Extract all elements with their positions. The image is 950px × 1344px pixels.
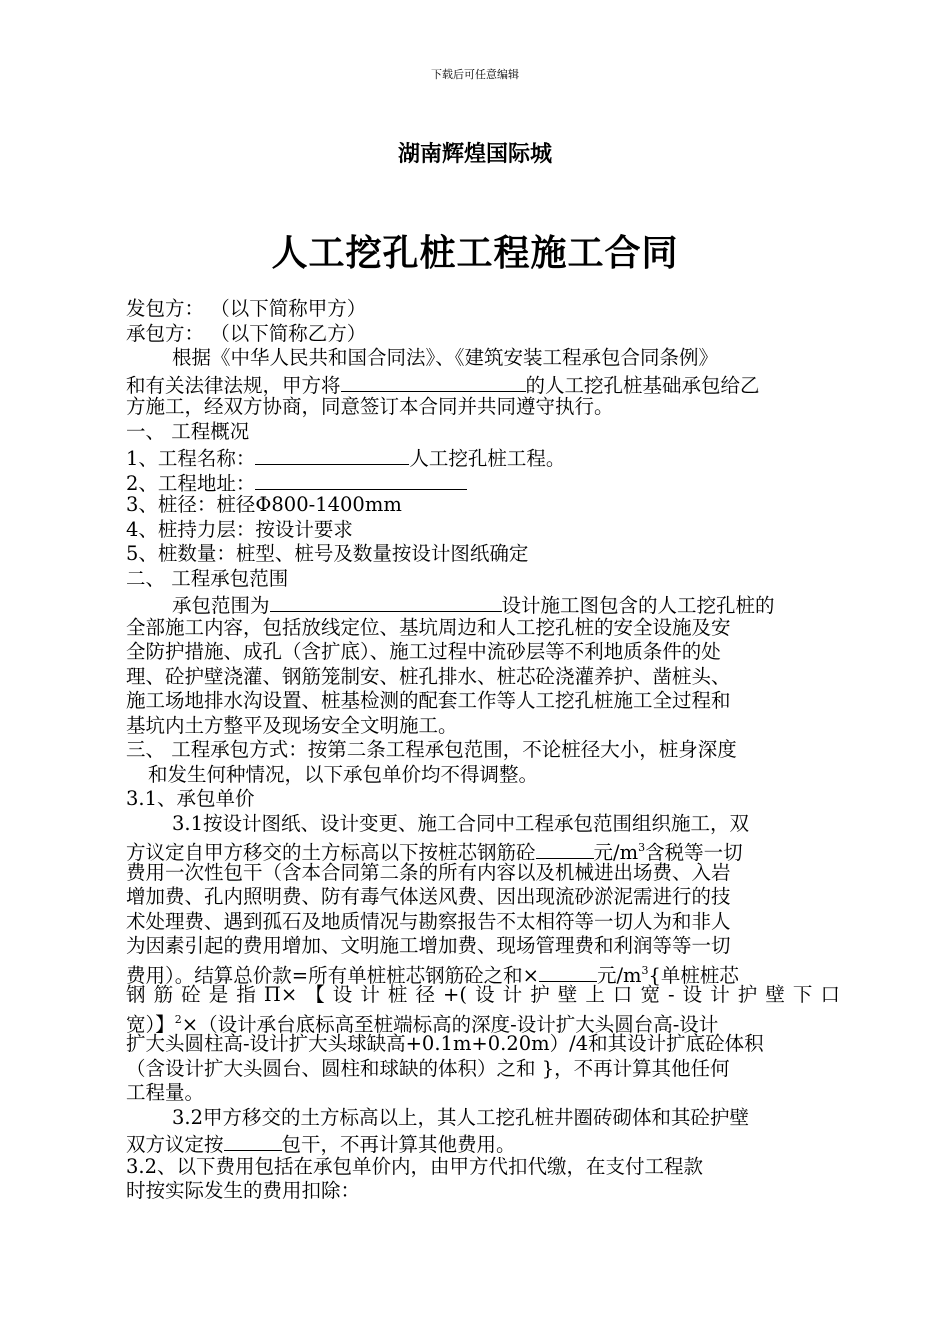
clause-text: 宽）】: [126, 1012, 175, 1036]
superscript-3: 3: [638, 841, 646, 854]
clause-3-1-line-7: [126, 959, 840, 987]
scope-text: 承包范围为: [172, 594, 270, 617]
scope-line-1: [126, 591, 840, 616]
document-subtitle: 湖南辉煌国际城: [397, 142, 552, 167]
contract-body: [126, 297, 840, 1204]
unit-price-blank: [539, 961, 597, 982]
item-text: 人工挖孔桩工程。: [409, 447, 566, 470]
item-3: 3、桩径：桩径Φ800-1400mm: [126, 493, 402, 516]
clause-text: 双方议定按: [126, 1133, 224, 1156]
scope-text: 设计施工图包含的人工挖孔桩的: [501, 594, 775, 617]
superscript-2: 2: [174, 1012, 182, 1026]
superscript-3: 3: [641, 963, 649, 977]
project-blank: [341, 371, 526, 392]
clause-3-2-line-1: 3.2甲方移交的土方标高以上，其人工挖孔桩井圈砖砌体和其砼护壁: [172, 1105, 750, 1129]
clause-text: 方议定自甲方移交的土方标高以下按桩芯钢筋砼: [126, 841, 536, 864]
scope-line-3: 全防护措施、成孔（含扩底）、施工过程中流砂层等不利地质条件的处: [126, 640, 721, 663]
clause-3-1-line-6: 为因素引起的费用增加、文明施工增加费、现场管理费和利润等等一切: [126, 934, 731, 957]
intro-line-1: 根据《中华人民共和国合同法》、《建筑安装工程承包合同条例》: [172, 346, 719, 369]
party-a-line: 发包方： （以下简称甲方）: [126, 297, 367, 320]
scope-line-2: 全部施工内容，包括放线定位、基坑周边和人工挖孔桩的安全设施及安: [126, 615, 731, 639]
scope-blank: [270, 591, 502, 612]
clause-3-1-line-3: 费用一次性包干（含本合同第二条的所有内容以及机械进出场费、入岩: [126, 860, 731, 884]
clause-3-1-line-12: 工程量。: [126, 1081, 205, 1104]
clause-3-1-line-9: [126, 1008, 840, 1036]
unit-text: 元/m: [596, 963, 642, 987]
clause-text: 含税等一切: [645, 841, 743, 864]
clause-3-2-line-2: [126, 1130, 840, 1155]
lump-sum-blank: [224, 1130, 282, 1151]
unit-text: 元/m: [593, 841, 639, 864]
item-label: 2、工程地址：: [126, 471, 256, 495]
unit-price-blank: [536, 838, 594, 859]
subsection-3-1-heading: 3.1、承包单价: [126, 787, 255, 810]
clause-text: {单桩桩芯: [648, 963, 739, 987]
project-address-blank: [255, 469, 467, 490]
item-label: 1、工程名称：: [126, 447, 256, 470]
intro-text: 的人工挖孔桩基础承包给乙: [525, 373, 760, 397]
party-b-line: 承包方： （以下简称乙方）: [126, 321, 367, 345]
clause-3-1-line-5: 术处理费、遇到孤石及地质情况与勘察报告不太相符等一切人为和非人: [126, 909, 731, 933]
intro-line-2: [126, 371, 840, 396]
item-2: [126, 469, 840, 494]
clause-3-1-line-2: [126, 836, 840, 864]
scope-line-4: 理、砼护壁浇灌、钢筋笼制安、桩孔排水、桩芯砼浇灌养护、凿桩头、: [126, 664, 731, 688]
section-3-line-2: 和发生何种情况，以下承包单价均不得调整。: [148, 762, 539, 786]
intro-text: 和有关法律法规，甲方将: [126, 373, 341, 397]
clause-3-1-line-1: 3.1按设计图纸、设计变更、施工合同中工程承包范围组织施工，双: [172, 811, 750, 835]
item-5: 5、桩数量：桩型、桩号及数量按设计图纸确定: [126, 542, 529, 565]
subsection-3-2-line-1: 3.2、以下费用包括在承包单价内，由甲方代扣代缴，在支付工程款: [126, 1154, 704, 1178]
document-title: 人工挖孔桩工程施工合同: [271, 233, 679, 274]
clause-text: ×（设计承台底标高至桩端标高的深度-设计扩大头圆台高-设计: [181, 1012, 719, 1036]
subsection-3-2-line-2: 时按实际发生的费用扣除：: [126, 1179, 361, 1202]
clause-3-1-line-10: 扩大头圆柱高-设计扩大头球缺高+0.1m+0.20m）/4和其设计扩底砼体积: [126, 1032, 764, 1055]
item-4: 4、桩持力层：按设计要求: [126, 517, 353, 541]
header-note: 下载后可任意编辑: [431, 68, 519, 81]
section-3-heading: 三、 工程承包方式：按第二条工程承包范围，不论桩径大小，桩身深度: [126, 738, 737, 761]
clause-3-1-line-4: 增加费、孔内照明费、防有毒气体送风费、因出现流砂淤泥需进行的技: [126, 885, 731, 908]
clause-3-1-line-8: 钢筋砼是指Π×【设计桩径+(设计护壁上口宽-设计护壁下口: [126, 983, 840, 1006]
clause-3-1-line-11: （含设计扩大头圆台、圆柱和球缺的体积）之和 }，不再计算其他任何: [126, 1056, 730, 1080]
clause-text: 费用）。结算总价款=所有单桩桩芯钢筋砼之和×: [126, 963, 539, 987]
section-2-heading: 二、 工程承包范围: [126, 566, 289, 590]
intro-line-3: 方施工，经双方协商，同意签订本合同并共同遵守执行。: [126, 395, 614, 418]
scope-line-5: 施工场地排水沟设置、桩基检测的配套工作等人工挖孔桩施工全过程和: [126, 689, 731, 712]
clause-text: 包干，不再计算其他费用。: [281, 1133, 516, 1156]
project-name-blank: [255, 444, 409, 465]
scope-line-6: 基坑内土方整平及现场安全文明施工。: [126, 713, 458, 737]
section-1-heading: 一、 工程概况: [126, 419, 250, 443]
item-1: [126, 444, 840, 469]
